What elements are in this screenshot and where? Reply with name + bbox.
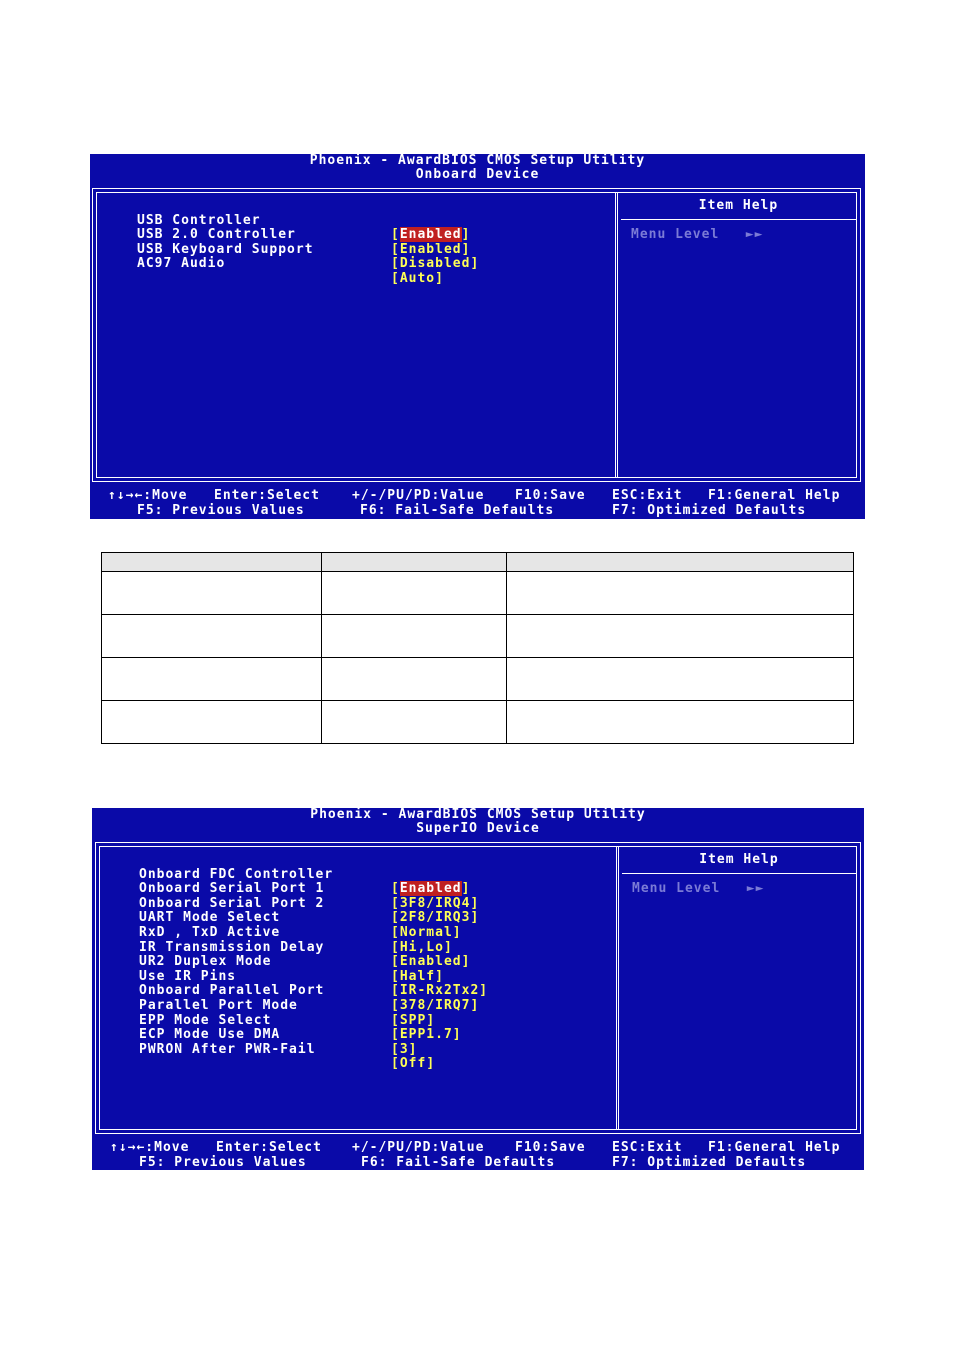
- key-select: Enter:Select: [216, 1140, 322, 1155]
- setting-value[interactable]: [Auto]: [391, 270, 444, 286]
- table-header-row: [102, 553, 854, 572]
- key-select: Enter:Select: [214, 488, 320, 503]
- panel-divider: [615, 193, 618, 477]
- bios-frame: [92, 188, 861, 482]
- setting-label: Onboard Parallel Port: [139, 983, 325, 999]
- table-cell: [507, 658, 854, 701]
- setting-value[interactable]: [Hi,Lo]: [391, 939, 453, 955]
- settings-list: [137, 199, 607, 459]
- options-table: [101, 552, 854, 744]
- menu-level-text: Menu Level ►►: [632, 881, 765, 896]
- setting-value[interactable]: [Enabled]: [391, 227, 471, 243]
- setting-label: UART Mode Select: [139, 910, 281, 926]
- key-help: F1:General Help: [708, 488, 841, 503]
- item-help-rule: [621, 219, 856, 220]
- bios-inner-frame: [99, 846, 857, 1130]
- setting-value[interactable]: [Enabled]: [391, 241, 471, 257]
- setting-value[interactable]: [3]: [391, 1041, 418, 1057]
- bios-title: Phoenix - AwardBIOS CMOS Setup Utility: [309, 153, 646, 168]
- setting-label: Onboard FDC Controller: [139, 866, 334, 882]
- key-save: F10:Save: [515, 488, 586, 503]
- setting-label: USB Controller: [137, 212, 261, 228]
- bios-inner-frame: [96, 192, 857, 478]
- setting-value[interactable]: [IR-Rx2Tx2]: [391, 983, 489, 999]
- table-row: [102, 701, 854, 744]
- setting-value[interactable]: [Half]: [391, 968, 444, 984]
- table-cell: [322, 615, 507, 658]
- setting-label: UR2 Duplex Mode: [139, 954, 272, 970]
- key-legend: [92, 1141, 864, 1301]
- key-failsafe: F6: Fail-Safe Defaults: [360, 503, 555, 518]
- key-move: ↑↓→←:Move: [108, 488, 188, 503]
- key-optimized: F7: Optimized Defaults: [612, 1155, 807, 1170]
- bios-screen-onboard-device: [90, 154, 865, 519]
- setting-label: Onboard Serial Port 1: [139, 881, 325, 897]
- key-previous: F5: Previous Values: [139, 1155, 307, 1170]
- setting-value[interactable]: [2F8/IRQ3]: [391, 910, 480, 926]
- key-value: +/-/PU/PD:Value: [352, 488, 485, 503]
- setting-label: EPP Mode Select: [139, 1012, 272, 1028]
- table-header-cell: [322, 553, 507, 572]
- item-help-rule: [622, 873, 856, 874]
- setting-value[interactable]: [EPP1.7]: [391, 1027, 462, 1043]
- bios-subtitle: Onboard Device: [415, 167, 540, 182]
- bios-screen-superio-device: [92, 808, 864, 1170]
- setting-label: Parallel Port Mode: [139, 997, 298, 1013]
- table-row: [102, 615, 854, 658]
- key-exit: ESC:Exit: [612, 488, 683, 503]
- table-cell: [322, 658, 507, 701]
- key-help: F1:General Help: [708, 1140, 841, 1155]
- table-cell: [322, 701, 507, 744]
- key-move: ↑↓→←:Move: [110, 1140, 190, 1155]
- key-failsafe: F6: Fail-Safe Defaults: [361, 1155, 556, 1170]
- bios-title: Phoenix - AwardBIOS CMOS Setup Utility: [310, 807, 646, 822]
- setting-label: RxD , TxD Active: [139, 924, 281, 940]
- setting-label: ECP Mode Use DMA: [139, 1027, 281, 1043]
- key-exit: ESC:Exit: [612, 1140, 683, 1155]
- setting-label: PWRON After PWR-Fail: [139, 1041, 316, 1057]
- panel-divider: [616, 847, 619, 1129]
- setting-value[interactable]: [Disabled]: [391, 256, 480, 272]
- table-cell: [507, 615, 854, 658]
- table-header-cell: [507, 553, 854, 572]
- setting-label: Onboard Serial Port 2: [139, 895, 325, 911]
- bios-subtitle: SuperIO Device: [416, 821, 540, 836]
- setting-label: USB 2.0 Controller: [137, 227, 296, 243]
- table-cell: [102, 701, 322, 744]
- setting-value[interactable]: [378/IRQ7]: [391, 997, 480, 1013]
- setting-label: IR Transmission Delay: [139, 939, 325, 955]
- setting-value[interactable]: [SPP]: [391, 1012, 436, 1028]
- table-cell: [102, 615, 322, 658]
- setting-value[interactable]: [Off]: [391, 1056, 436, 1072]
- item-help-title: Item Help: [699, 852, 779, 867]
- setting-label: USB Keyboard Support: [137, 241, 314, 257]
- key-value: +/-/PU/PD:Value: [352, 1140, 485, 1155]
- table-cell: [507, 572, 854, 615]
- table-cell: [102, 658, 322, 701]
- item-help-title: Item Help: [698, 198, 779, 213]
- setting-row-pwron-after-fail[interactable]: [139, 1028, 609, 1072]
- table-row: [102, 658, 854, 701]
- key-previous: F5: Previous Values: [137, 503, 305, 518]
- settings-list: [139, 853, 609, 1123]
- setting-value[interactable]: [Normal]: [391, 924, 462, 940]
- setting-label: Use IR Pins: [139, 968, 237, 984]
- setting-label: AC97 Audio: [137, 256, 226, 272]
- bios-frame: [95, 842, 861, 1134]
- setting-value[interactable]: [Enabled]: [391, 954, 471, 970]
- key-save: F10:Save: [515, 1140, 586, 1155]
- setting-value[interactable]: [3F8/IRQ4]: [391, 895, 480, 911]
- menu-level-text: Menu Level ►►: [631, 227, 764, 242]
- table-header-cell: [102, 553, 322, 572]
- setting-value[interactable]: [Enabled]: [391, 881, 471, 897]
- key-optimized: F7: Optimized Defaults: [612, 503, 807, 518]
- table-cell: [102, 572, 322, 615]
- table-row: [102, 572, 854, 615]
- table-cell: [322, 572, 507, 615]
- table-cell: [507, 701, 854, 744]
